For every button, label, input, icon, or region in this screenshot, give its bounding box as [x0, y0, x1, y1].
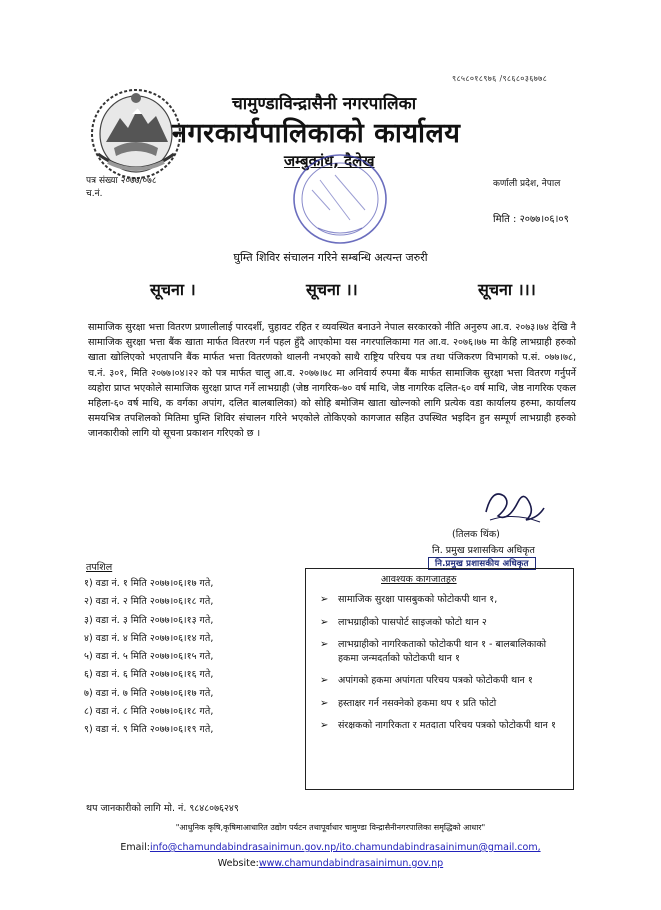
schedule-item: ६) वडा नं. ६ मिति २०७७।०६।१६ गते, [84, 669, 214, 681]
arrow-bullet-icon: ➢ [320, 639, 329, 650]
contact-info: थप जानकारीको लागि मो. नं. ९८४८०७६२४९ [86, 803, 239, 814]
province-address: कर्णाली प्रदेश, नेपाल [493, 179, 561, 189]
schedule-list [84, 575, 213, 740]
document-item [320, 719, 565, 733]
website-label: Website: [217, 858, 259, 869]
notice-body: सामाजिक सुरक्षा भत्ता वितरण प्रणालीलाई पारदर्शी, चुहावट रहित र व्यवस्थित बनाउने नेपाल सरकारको नीति अनुरुप आ.व. २०७३।७४ देखि नै सामाजिक सुरक्षा भत्ता बैंक खाता मार्फत वितरण गर्न पहल हुँदै आएकोमा यस नगरपालिकामा गत आ.व. २०७६।७७ मा केहि लाभग्राही हरुको खाता खोलिएको भएतापनि बैंक मार्फत भत्ता वितरणको थालनी नभएको साथै राष्ट्रिय परिचय पत्र तथा पंजिकरण विभागको प.सं. ०७७।७८, च.नं. ३०१, मिति २०७७।०४।२२ को पत्र मार्फत चालु आ.व. २०७७।७८ मा अनिवार्य रुपमा बैंक मार्फत सामाजिक सुरक्षा भत्ता वितरण गर्नुपर्ने व्यहोरा प्राप्त भएकोले सामाजिक सुरक्षा प्राप्त गर्ने लाभग्राही (जेष्ठ नागरिक-७० वर्ष माथि, जेष्ठ नागरिक दलित-६० वर्ष माथि, जेष्ठ नागरिक एकल महिला-६० वर्ष माथि, क वर्गका अपांग, दलित बालबालिका) को सोहि बमोजिम खाता खोल्नको लागि प्रत्येक वडा कार्यालय हरुमा, कार्यालय समयभित्र तपशिलको मितिमा घुम्ति शिविर संचालन गरिने भएकोले तोकिएको कागजात सहित उपस्थित भइदिन हुन सम्पूर्ण लाभग्राही हरुको जानकारीको लागि यो सूचना प्रकाशन गरिएको छ । [88, 322, 576, 440]
document-item [320, 593, 565, 607]
dispatch-number: च.नं. [86, 189, 103, 199]
schedule-item: ४) वडा नं. ४ मिति २०७७।०६।१४ गते, [84, 632, 214, 644]
required-documents-box [305, 568, 574, 790]
arrow-bullet-icon: ➢ [320, 720, 329, 731]
schedule-item: १) वडा नं. १ मिति २०७७।०६।१७ गते, [84, 578, 214, 589]
document-item [320, 674, 565, 688]
document-item-text: हस्ताक्षर गर्न नसक्नेको हकमा थप १ प्रति फोटो [338, 697, 497, 709]
schedule-item: ७) वडा नं. ७ मिति २०७७।०६।१७ गते, [84, 687, 214, 699]
schedule-item: ८) वडा नं. ८ मिति २०७७।०६।१८ गते, [84, 706, 214, 718]
reference-block [86, 175, 157, 201]
document-item-text: अपांगको हकमा अपांगता परिचय पत्रको फोटोकपी थान १ [338, 675, 533, 686]
footer-email [0, 842, 661, 853]
arrow-bullet-icon: ➢ [320, 697, 329, 709]
letter-subject: घुम्ति शिविर संचालन गरिने सम्बन्धि अत्यन्त जरुरी [233, 251, 428, 264]
letter-date: मिति : २०७७।०६।०९ [493, 214, 569, 225]
office-address: जम्बुकांध, दैलेख [284, 152, 375, 170]
schedule-item: ३) वडा नं. ३ मिति २०७७।०६।१३ गते, [84, 614, 214, 626]
arrow-bullet-icon: ➢ [320, 594, 329, 605]
schedule-heading: तपशिल [86, 562, 113, 573]
signatory-title: नि. प्रमुख प्रशासकिय अधिकृत [432, 545, 535, 556]
document-item [320, 697, 565, 711]
phone-numbers: ९८५८०१८९७६ /९८६८०३६७७८ [452, 74, 548, 83]
document-item-text: लाभग्राहीको पासपोर्ट साइजको फोटो थान २ [338, 616, 487, 628]
notice-heading-1: सूचना । [150, 280, 196, 299]
arrow-bullet-icon: ➢ [320, 616, 329, 628]
handwritten-signature [478, 482, 548, 532]
municipality-name: चामुण्डाविन्द्रासैनी नगरपालिका [232, 94, 417, 114]
office-stamp-seal [290, 150, 390, 248]
reference-number: पत्र संख्या २०७७/०७८ [86, 176, 157, 186]
signatory-name: (तिलक थिंक) [452, 529, 500, 540]
footer-website [0, 858, 661, 869]
footer-slogan: "आधुनिक कृषि,कृषिमाआधारित उद्योग पर्यटन तथापूर्वाधार चामुण्डा विन्द्रासैनीनगरपालिका समृद्धिको आधार" [175, 823, 486, 832]
document-item-text: लाभग्राहीको नागरिकताको फोटोकपी थान १ - बालबालिकाको हकमा जन्मदर्ताको फोटोकपी थान १ [338, 639, 547, 664]
document-item-text: संरक्षकको नागरिकता र मतदाता परिचय पत्रको फोटोकपी थान १ [338, 720, 556, 731]
nepal-emblem-logo [88, 84, 184, 182]
schedule-item: २) वडा नं. २ मिति २०७७।०६।१८ गते, [84, 596, 214, 608]
schedule-item: ५) वडा नं. ५ मिति २०७७।०६।१५ गते, [84, 651, 214, 663]
website-link[interactable]: www.chamundabindrasainimun.gov.np [258, 858, 444, 869]
notice-heading-2: सूचना ।। [306, 280, 358, 299]
email-label: Email: [120, 842, 150, 853]
document-item-text: सामाजिक सुरक्षा पासबुकको फोटोकपी थान १, [338, 594, 498, 605]
schedule-item: ९) वडा नं. ९ मिति २०७७।०६।१९ गते, [84, 724, 214, 736]
arrow-bullet-icon: ➢ [320, 675, 329, 686]
required-documents-list [320, 593, 565, 742]
document-item [320, 638, 565, 665]
required-documents-title: आवश्यक कागजातहरु [381, 574, 457, 585]
notice-heading-3: सूचना ।।। [478, 280, 536, 299]
email-link[interactable]: info@chamundabindrasainimun.gov.np/ito.chamundabindrasainimun@gmail.com, [149, 842, 541, 853]
office-title: नगरकार्यपालिकाको कार्यालय [172, 118, 461, 149]
signatory-stamp: नि.प्रमुख प्रशासकीय अधिकृत [428, 557, 536, 570]
document-item [320, 616, 565, 630]
